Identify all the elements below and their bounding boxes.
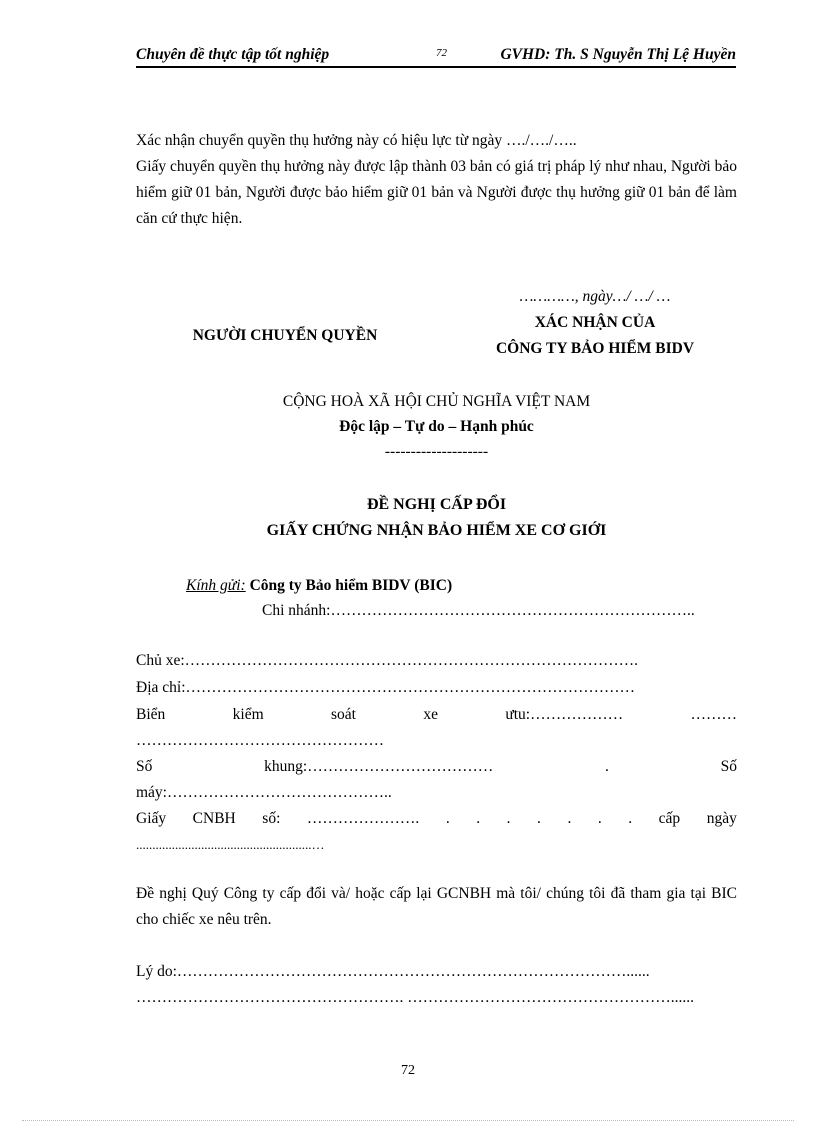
plate-word: kiểm [232,706,264,723]
footer-page-number: 72 [401,1063,415,1078]
company-title: CÔNG TY BẢO HIỂM BIDV [495,340,695,357]
page-bottom-divider [22,1120,794,1121]
cert-word: . [445,810,450,827]
cert-word: . [476,810,481,827]
plate-word: ưtu:……………… [505,706,624,723]
engine-field: máy:…………………………………….. [136,784,392,801]
cert-word: . [567,810,572,827]
effective-date-line: Xác nhận chuyển quyền thụ hưởng này có hiệu lực từ ngày …./…./….. [136,132,577,149]
signature-date: …………, ngày…/ …/ … [519,288,671,305]
form-title-line2: GIẤY CHỨNG NHẬN BẢO HIỂM XE CƠ GIỚI [266,522,607,539]
plate-word: ……… [690,706,737,723]
frame-word: khung:……………………………… [264,758,494,775]
addressee-label: Kính gửi: [186,577,246,594]
page-header [136,44,736,68]
frame-field [136,754,737,780]
cert-word: số: [262,810,281,827]
address-field: Địa chỉ:…………………………………………………………………………… [136,679,635,696]
reason-line-2: ……………………………………………. ……………………………………………...... [136,989,694,1006]
plate-word: soát [331,706,356,723]
reason-line-1: Lý do:……………………………………………………………………………...... [136,963,650,980]
cert-word: . [597,810,602,827]
certificate-field-continued: ......................................................… [136,837,325,852]
cert-word: …………………. [306,810,420,827]
frame-word: Số [136,758,153,775]
transferor-title: NGƯỜI CHUYỂN QUYỀN [192,327,378,344]
addressee-company: Công ty Bảo hiểm BIDV (BIC) [245,577,453,594]
national-motto: Độc lập – Tự do – Hạnh phúc [339,418,534,435]
cert-word: . [628,810,633,827]
plate-field [136,702,737,728]
confirm-title: XÁC NHẬN CỦA [534,314,656,331]
plate-word: xe [423,706,438,723]
request-paragraph: Đề nghị Quý Công ty cấp đổi và/ hoặc cấp lại GCNBH mà tôi/ chúng tôi đã tham gia tại BIC cho chiếc xe nêu trên. [136,885,737,928]
cert-word: cấp [658,810,681,827]
certificate-field [136,806,737,832]
national-title: CỘNG HOÀ XÃ HỘI CHỦ NGHĨA VIỆT NAM [282,393,591,410]
owner-field: Chủ xe:……………………………………………………………………………. [136,652,639,669]
cert-word: Giấy [136,810,167,827]
copies-paragraph: Giấy chuyển quyền thụ hưởng này được lập thành 03 bản có giá trị pháp lý như nhau, Người bảo hiểm giữ 01 bản, Người được bảo hiểm giữ 01 bản và Người được thụ hưởng giữ 01 bản để làm căn cứ thực hiện. [136,158,737,227]
header-page-number: 72 [436,47,447,59]
plate-field-continued: ………………………………………… [136,732,384,749]
cert-word: . [506,810,511,827]
cert-word: ngày [706,810,737,827]
motto-rule: -------------------- [384,443,489,460]
header-left-title: Chuyên đề thực tập tốt nghiệp [136,46,330,63]
branch-line: Chi nhánh:…………………………………………………………….. [262,602,695,619]
plate-word: Biển [136,706,166,723]
frame-word: . [604,758,609,775]
cert-word: . [537,810,541,827]
addressee-line [186,573,706,599]
header-supervisor: GVHD: Th. S Nguyễn Thị Lệ Huyền [500,46,736,63]
form-title-line1: ĐỀ NGHỊ CẤP ĐỔI [366,496,507,513]
cert-word: CNBH [192,810,236,827]
frame-word: Số [720,758,737,775]
